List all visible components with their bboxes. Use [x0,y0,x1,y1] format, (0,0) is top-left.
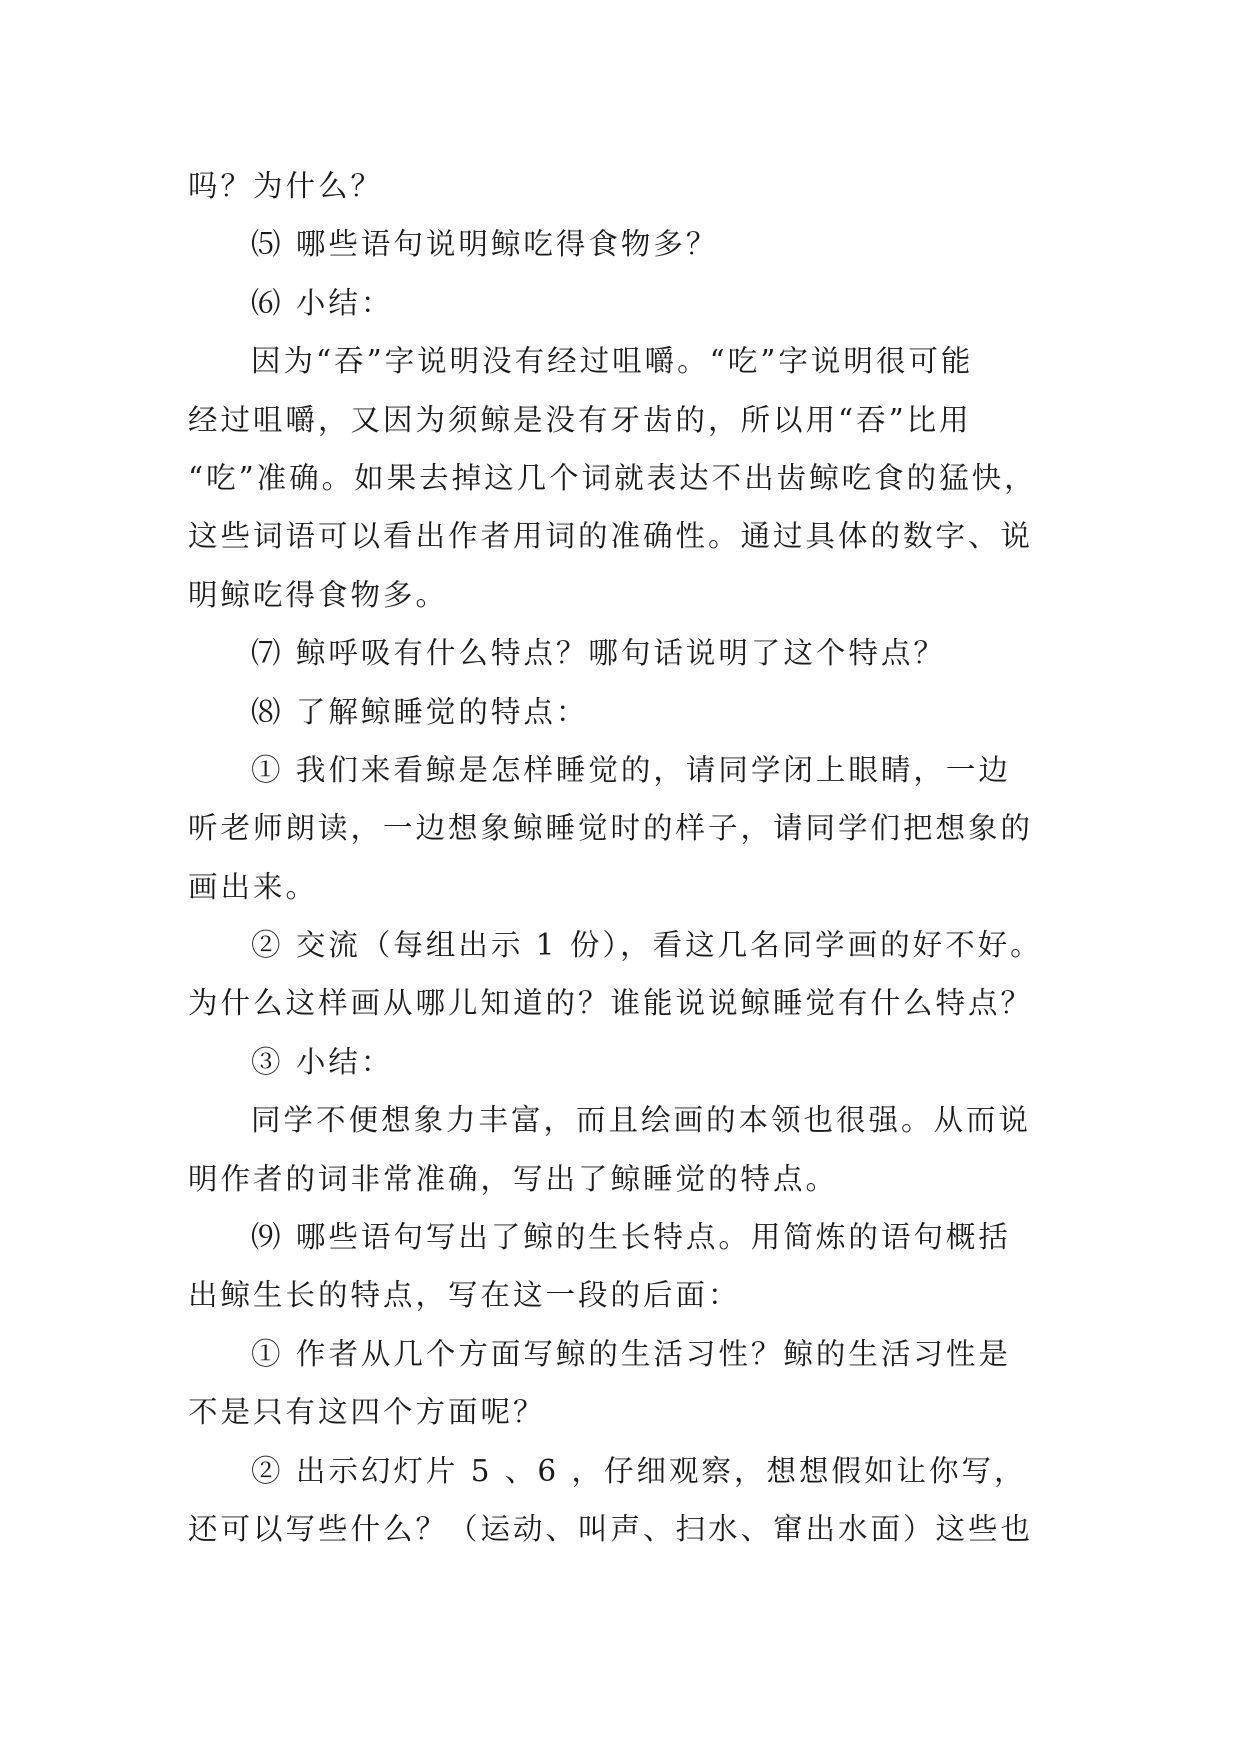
document-body [188,157,1058,1558]
text-line-7: 这些词语可以看出作者用词的准确性。通过具体的数字、说 [188,519,1034,554]
text-line-10: ⑻ 了解鲸睡觉的特点： [251,694,589,729]
text-line-22: 不是只有这四个方面呢？ [188,1395,546,1430]
text-line-16: ③ 小结： [251,1044,394,1079]
text-line-21: ① 作者从几个方面写鲸的生活习性？鲸的生活习性是 [251,1336,1011,1371]
text-line-6: “吃”准确。如果去掉这几个词就表达不出齿鲸吃食的猛快， [188,460,1037,495]
text-line-20: 出鲸生长的特点，写在这一段的后面： [188,1278,741,1313]
text-line-12: 听老师朗读，一边想象鲸睡觉时的样子，请同学们把想象的 [188,811,1034,846]
text-line-14: ② 交流（每组出示 1 份），看这几名同学画的好不好。 [251,928,1043,963]
text-line-18: 明作者的词非常准确，写出了鲸睡觉的特点。 [188,1161,839,1196]
text-line-11: ① 我们来看鲸是怎样睡觉的，请同学闭上眼睛，一边 [251,752,1011,787]
text-line-1: 吗？为什么？ [188,169,384,203]
text-line-3: ⑹ 小结： [251,285,394,320]
text-line-13: 画出来。 [188,869,319,904]
text-line-8: 明鲸吃得食物多。 [188,577,449,612]
text-line-23: ② 出示幻灯片 5 、6 ，仔细观察，想想假如让你写， [251,1453,1027,1488]
text-line-5: 经过咀嚼，又因为须鲸是没有牙齿的，所以用“吞”比用 [188,402,972,437]
text-line-24: 还可以写些什么？（运动、叫声、扫水、窜出水面）这些也 [188,1511,1034,1546]
text-line-15: 为什么这样画从哪儿知道的？谁能说说鲸睡觉有什么特点？ [188,986,1034,1021]
text-line-2: ⑸ 哪些语句说明鲸吃得食物多？ [251,227,719,262]
text-line-4: 因为“吞”字说明没有经过咀嚼。“吃”字说明很可能 [251,344,974,379]
text-line-9: ⑺ 鲸呼吸有什么特点？哪句话说明了这个特点？ [251,636,946,671]
text-line-19: ⑼ 哪些语句写出了鲸的生长特点。用简炼的语句概括 [251,1220,1011,1255]
text-line-17: 同学不便想象力丰富，而且绘画的本领也很强。从而说 [251,1103,1032,1138]
